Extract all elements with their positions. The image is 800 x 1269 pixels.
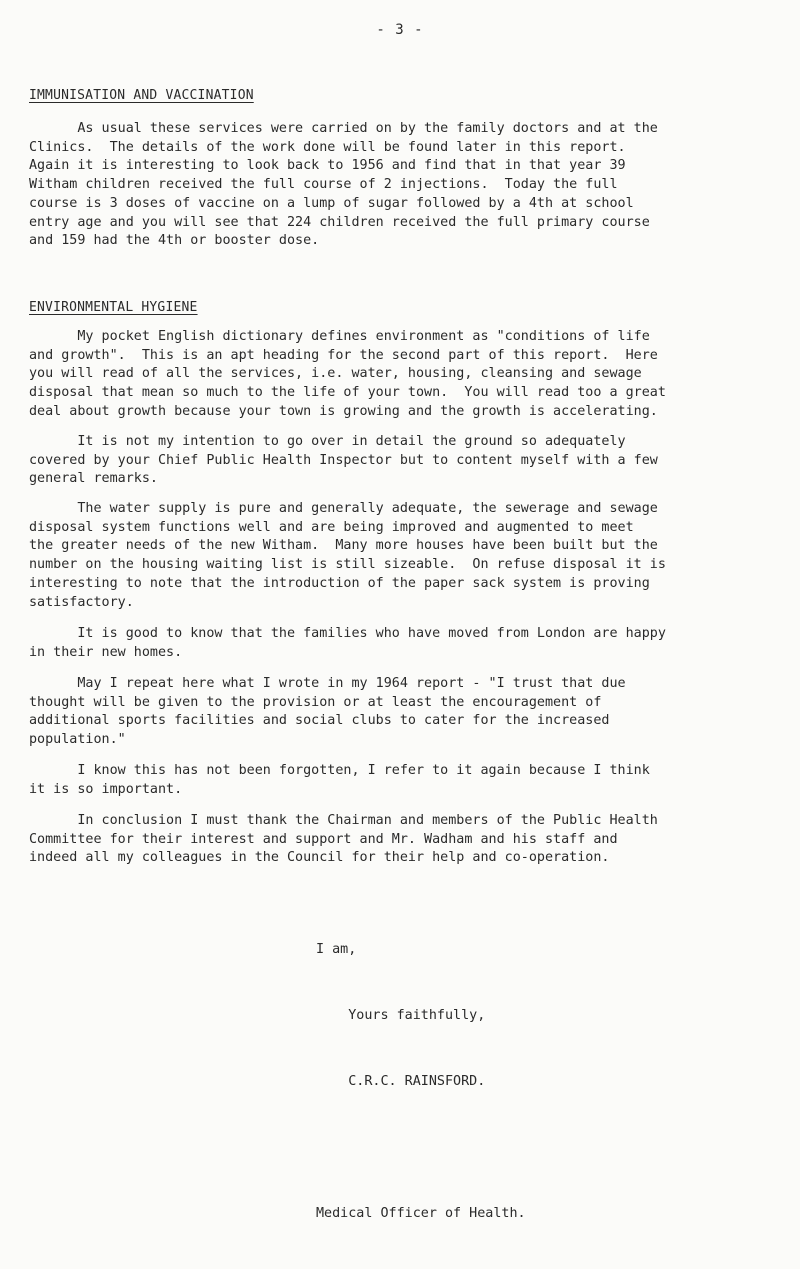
section-heading-immunisation: IMMUNISATION AND VACCINATION bbox=[29, 88, 254, 103]
paragraph-repeat-report: May I repeat here what I wrote in my 1964 report - "I trust that due thought will be given to the provision or at least the encouragement of additional sports facilities and social clubs to cater for the increased population." bbox=[29, 676, 626, 748]
signature-title: Medical Officer of Health. bbox=[316, 1206, 526, 1221]
section-heading-environmental-hygiene: ENVIRONMENTAL HYGIENE bbox=[29, 300, 198, 315]
paragraph-water-supply: The water supply is pure and generally adequate, the sewerage and sewage disposal system functions well and are being improved and augmented to meet the greater needs of the new Witham. Many more houses have been built but the number on the housing waiting list is still sizeable. On refuse disposal it is interesting to note that the introduction of the paper sack system is proving satisfactory. bbox=[29, 501, 666, 610]
closing-yours-faithfully: Yours faithfully, bbox=[316, 1008, 486, 1023]
paragraph-dictionary: My pocket English dictionary defines environment as "conditions of life and growth". This is an apt heading for the second part of this report. Here you will read of all the services, i.e. water, housing, cleansing and sewage disposal that mean so much to the life of your town. You will read too a great deal about growth because your town is growing and the growth is accelerating. bbox=[29, 329, 666, 419]
closing-spacer bbox=[316, 1137, 526, 1159]
closing-i-am: I am, bbox=[316, 942, 357, 957]
paragraph-not-forgotten: I know this has not been forgotten, I refer to it again because I think it is so important. bbox=[29, 763, 650, 797]
signature-name: C.R.C. RAINSFORD. bbox=[316, 1074, 486, 1089]
paragraph-conclusion: In conclusion I must thank the Chairman and members of the Public Health Committee for their interest and support and Mr. Wadham and his staff and indeed all my colleagues in the Council for their help and co-operation. bbox=[29, 813, 658, 866]
paragraph-immunisation: As usual these services were carried on by the family doctors and at the Clinics. The details of the work done will be found later in this report. Again it is interesting to look back to 1956 and find that in that year 39 Witham children received the full course of 2 injections. Today the full course is 3 doses of vaccine on a lump of sugar followed by a 4th at school entry age and you will see that 224 children received the full primary course and 159 had the 4th or booster dose. bbox=[29, 121, 658, 249]
paragraph-intention: It is not my intention to go over in detail the ground so adequately covered by your Chief Public Health Inspector but to content myself with a few general remarks. bbox=[29, 434, 658, 487]
page-number: - 3 - bbox=[376, 22, 424, 38]
paragraph-families: It is good to know that the families who have moved from London are happy in their new homes. bbox=[29, 626, 666, 660]
closing-block bbox=[316, 895, 526, 1269]
